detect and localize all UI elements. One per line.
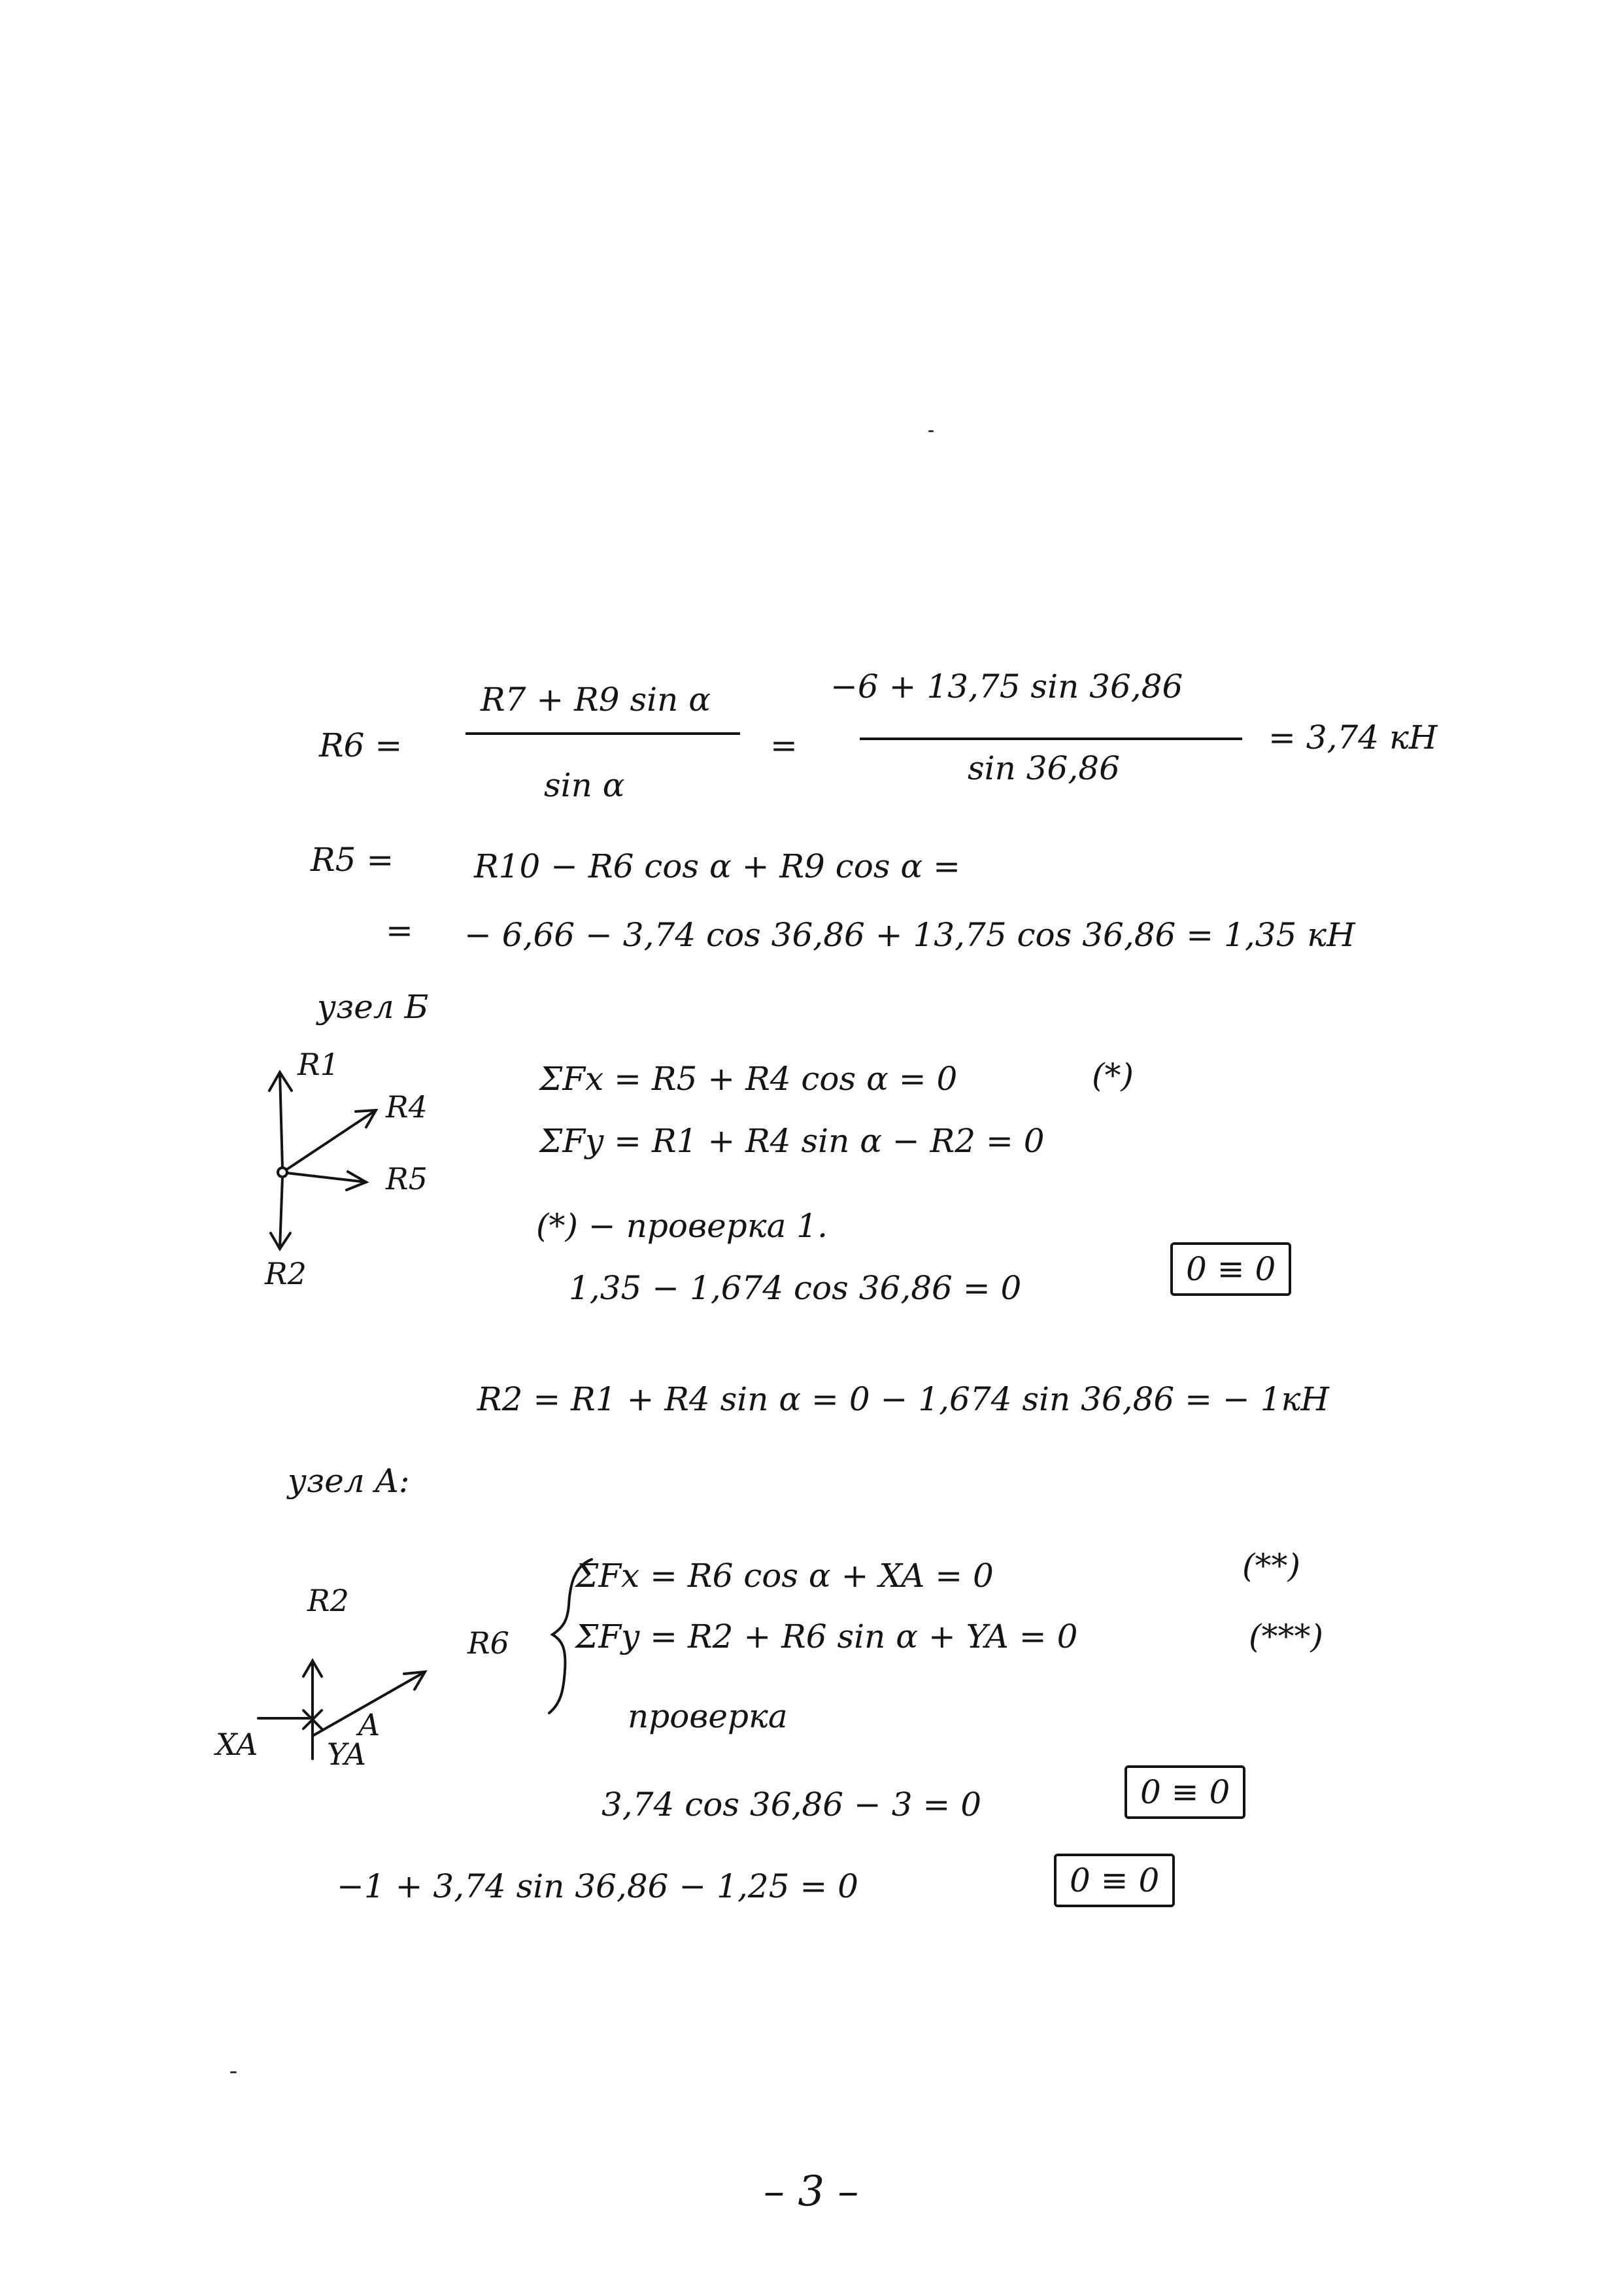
r6-equals: = xyxy=(770,726,798,764)
node-a-label-a: A xyxy=(358,1707,381,1742)
node-b-joint xyxy=(278,1168,287,1177)
r5-line2: − 6,66 − 3,74 cos 36,86 + 13,75 cos 36,86 = 1,35 кН xyxy=(464,916,1355,954)
node-b-label-r5: R5 xyxy=(386,1161,428,1196)
r6-result: = 3,74 кН xyxy=(1268,719,1438,756)
node-a-check2-box-text: 0 ≡ 0 xyxy=(1070,1861,1160,1899)
node-a-label-r2: R2 xyxy=(307,1583,349,1618)
node-a-check2: −1 + 3,74 sin 36,86 − 1,25 = 0 xyxy=(337,1867,858,1905)
node-a-label-ya: YA xyxy=(327,1737,367,1772)
r6-denominator-symbolic: sin α xyxy=(544,766,625,804)
node-b-arrowhead-r2 xyxy=(271,1233,290,1249)
node-a-check1: 3,74 cos 36,86 − 3 = 0 xyxy=(601,1786,982,1824)
node-a-arrowhead-r6 xyxy=(404,1672,425,1689)
node-b-label-r2: R2 xyxy=(265,1256,307,1291)
r6-denominator-numeric: sin 36,86 xyxy=(968,749,1120,787)
r5-lhs: R5 = xyxy=(311,841,394,879)
node-b-title: узел Б xyxy=(317,988,429,1026)
node-b-diagram xyxy=(269,1072,376,1249)
node-a-eq-fy: ΣFy = R2 + R6 sin α + YA = 0 xyxy=(575,1618,1078,1655)
node-b-arrow-r2 xyxy=(280,1177,282,1249)
node-b-arrowhead-r4 xyxy=(356,1110,376,1127)
node-a-label-xa: XA xyxy=(216,1727,258,1762)
node-b-eq-fy: ΣFy = R1 + R4 sin α − R2 = 0 xyxy=(539,1122,1045,1160)
node-a-eq-fx-mark: (**) xyxy=(1242,1547,1301,1585)
node-b-check-box xyxy=(1170,1242,1291,1296)
r5-line1: R10 − R6 cos α + R9 cos α = xyxy=(474,847,960,885)
node-b-label-r4: R4 xyxy=(386,1089,428,1125)
node-a-eq-fx: ΣFx = R6 cos α + XA = 0 xyxy=(575,1557,994,1595)
node-b-r2-line: R2 = R1 + R4 sin α = 0 − 1,674 sin 36,86 = − 1кН xyxy=(477,1380,1329,1418)
node-b-check-label: (*) − проверка 1. xyxy=(536,1207,828,1245)
node-b-check-box-text: 0 ≡ 0 xyxy=(1186,1250,1276,1288)
node-a-check1-box xyxy=(1125,1765,1245,1819)
node-b-eq-fx: ΣFx = R5 + R4 cos α = 0 xyxy=(539,1060,958,1098)
page-number: – 3 – xyxy=(764,2167,859,2216)
node-b-label-r1: R1 xyxy=(297,1047,339,1082)
r6-numerator-numeric: −6 + 13,75 sin 36,86 xyxy=(830,668,1183,705)
node-b-arrow-r5 xyxy=(287,1173,366,1182)
r5-equals: = xyxy=(386,911,413,949)
node-b-check-calc: 1,35 − 1,674 cos 36,86 = 0 xyxy=(569,1269,1022,1307)
node-a-check1-box-text: 0 ≡ 0 xyxy=(1140,1773,1230,1811)
node-a-check-label: проверка xyxy=(628,1697,788,1735)
node-a-label-r6: R6 xyxy=(467,1625,509,1661)
node-a-arrowhead-r2 xyxy=(303,1661,322,1676)
r6-lhs: R6 = xyxy=(319,726,403,764)
node-b-arrowhead-r1 xyxy=(269,1072,292,1091)
node-a-cross-1 xyxy=(303,1710,322,1729)
r6-fraction-bar-symbolic xyxy=(465,732,740,735)
node-b-arrow-r4 xyxy=(286,1110,376,1170)
paper-speck xyxy=(230,2071,237,2073)
node-a-check2-box xyxy=(1054,1854,1175,1907)
node-a-cross-2 xyxy=(303,1710,322,1729)
node-a-eq-fy-mark: (***) xyxy=(1249,1618,1324,1655)
node-b-arrowhead-r5 xyxy=(347,1172,366,1190)
r6-fraction-bar-numeric xyxy=(860,738,1242,740)
paper-speck xyxy=(928,430,934,432)
node-b-arrow-r1 xyxy=(280,1072,282,1168)
node-a-title: узел A: xyxy=(288,1462,410,1500)
r6-numerator-symbolic: R7 + R9 sin α xyxy=(481,681,711,719)
node-b-eq-fx-mark: (*) xyxy=(1092,1057,1134,1095)
